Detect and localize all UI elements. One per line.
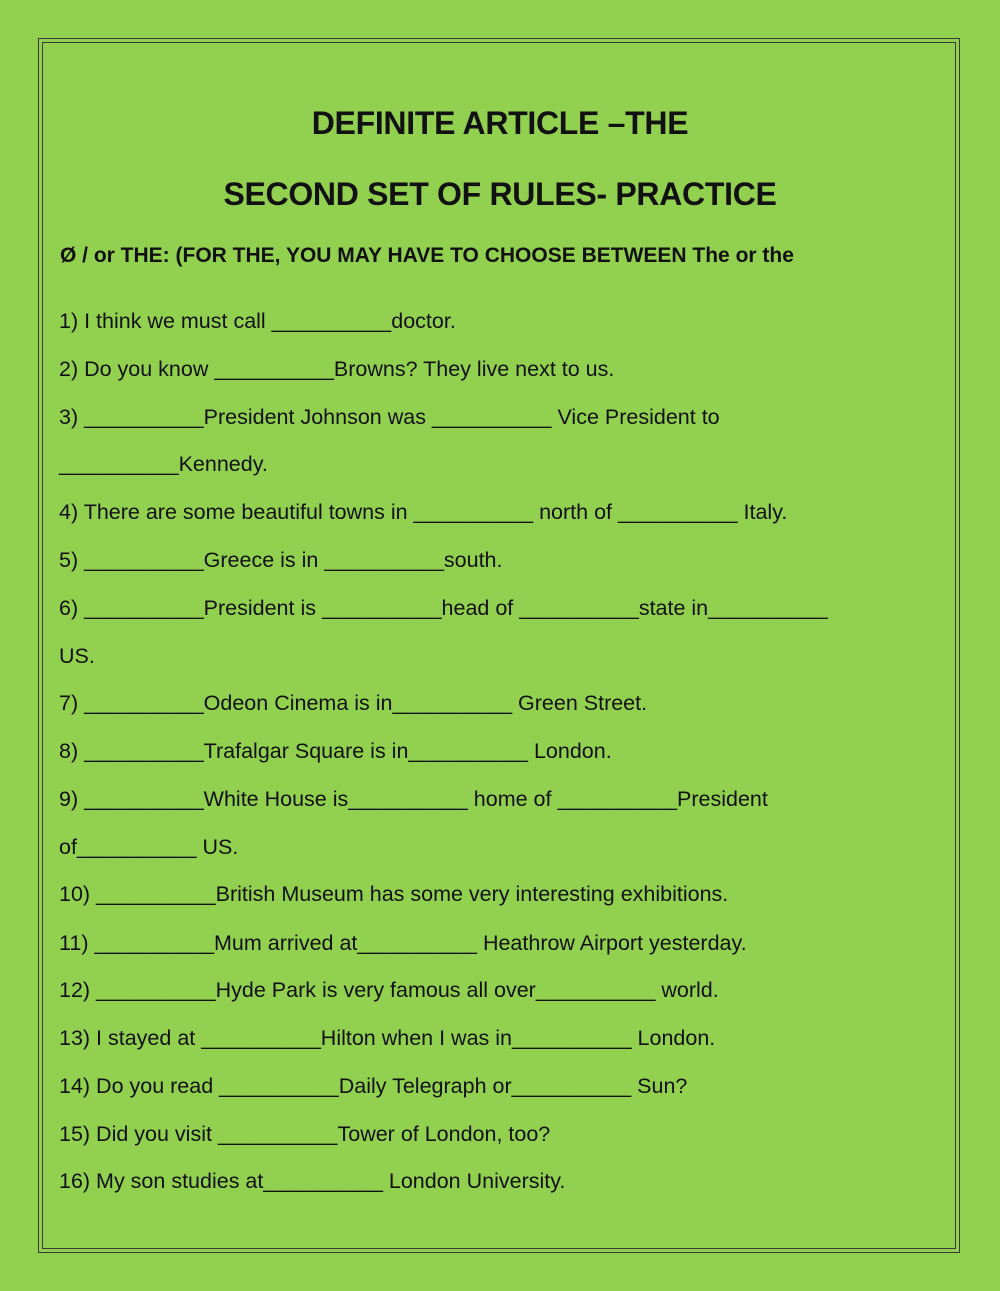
exercise-line: 5) __________Greece is in __________south.: [59, 548, 503, 572]
exercise-line: 7) __________Odeon Cinema is in__________ Green Street.: [59, 691, 648, 715]
page-border-inner: [42, 42, 956, 1249]
worksheet-subtitle: SECOND SET OF RULES- PRACTICE: [223, 176, 777, 212]
exercise-line: 2) Do you know __________Browns? They live next to us.: [59, 357, 615, 381]
exercise-line: 4) There are some beautiful towns in __________ north of __________ Italy.: [59, 500, 788, 524]
exercise-line: of__________ US.: [59, 835, 239, 859]
exercise-line: 8) __________Trafalgar Square is in__________ London.: [59, 739, 612, 763]
exercise-line: 6) __________President is __________head of __________state in__________: [59, 596, 828, 620]
exercise-line: 3) __________President Johnson was __________ Vice President to: [59, 405, 720, 429]
exercise-line: 16) My son studies at__________ London University.: [59, 1169, 566, 1193]
instruction-text: Ø / or THE: (FOR THE, YOU MAY HAVE TO CHOOSE BETWEEN The or the: [60, 244, 794, 267]
exercise-line: __________Kennedy.: [59, 452, 268, 476]
exercise-line: 13) I stayed at __________Hilton when I was in__________ London.: [59, 1026, 716, 1050]
exercise-line: 10) __________British Museum has some very interesting exhibitions.: [59, 882, 729, 906]
exercise-line: 15) Did you visit __________Tower of London, too?: [59, 1122, 551, 1146]
exercise-line: 14) Do you read __________Daily Telegraph or__________ Sun?: [59, 1074, 688, 1098]
page-border: [38, 38, 960, 1253]
exercise-line: US.: [59, 644, 95, 668]
worksheet-title: DEFINITE ARTICLE –THE: [311, 105, 689, 141]
exercise-line: 9) __________White House is__________ home of __________President: [59, 787, 768, 811]
exercise-line: 12) __________Hyde Park is very famous all over__________ world.: [59, 978, 719, 1002]
exercise-line: 1) I think we must call __________doctor.: [59, 309, 456, 333]
exercise-line: 11) __________Mum arrived at__________ Heathrow Airport yesterday.: [59, 931, 747, 955]
